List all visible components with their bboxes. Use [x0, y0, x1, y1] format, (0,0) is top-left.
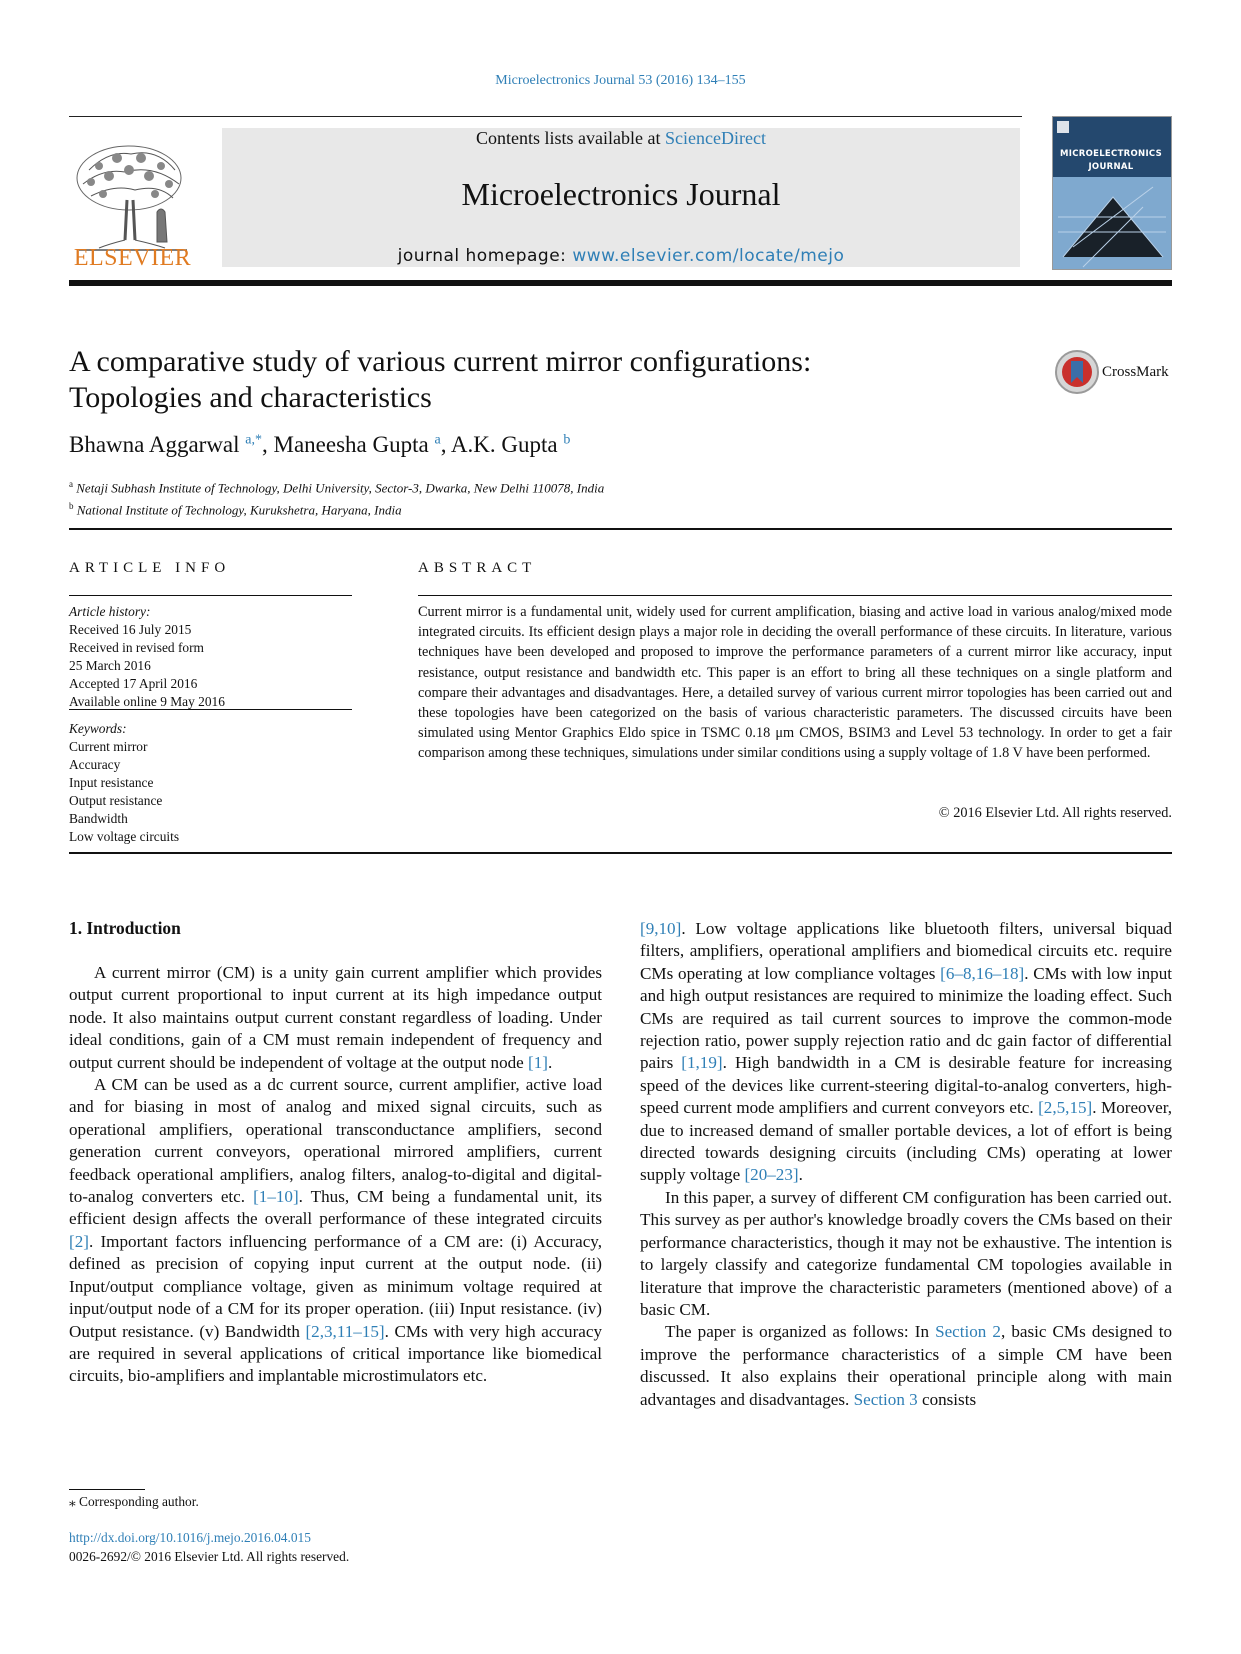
journal-citation[interactable]: Microelectronics Journal 53 (2016) 134–155	[495, 73, 746, 88]
paragraph	[69, 962, 602, 1074]
homepage-link[interactable]: www.elsevier.com/locate/mejo	[572, 246, 845, 266]
paragraph	[640, 1321, 1172, 1411]
abstract-heading: ABSTRACT	[418, 560, 537, 576]
affiliation-b	[69, 497, 604, 519]
keyword-item: Input resistance	[69, 775, 154, 790]
text-run: . High bandwidth in a CM is desirable feature for increasing speed of the devices like current-steering digital-to-analog converters, high-speed current mode amplifiers and current conveyors etc.	[640, 1053, 1172, 1118]
abstract-rule	[418, 595, 1172, 596]
crossmark-icon[interactable]	[1054, 349, 1100, 395]
abstract-copyright: © 2016 Elsevier Ltd. All rights reserved.	[938, 805, 1172, 821]
title-line2: Topologies and characteristics	[69, 381, 432, 414]
body-column-left	[69, 962, 602, 1388]
affil-mark: b	[69, 501, 74, 512]
article-info-heading: ARTICLE INFO	[69, 560, 231, 576]
citation-link[interactable]: [1]	[528, 1052, 548, 1072]
citation-link[interactable]: Section 3	[853, 1389, 918, 1409]
citation-link[interactable]: [2]	[69, 1231, 89, 1251]
article-history	[69, 603, 352, 711]
contents-prefix: Contents lists available at	[476, 128, 665, 148]
doi-link[interactable]: http://dx.doi.org/10.1016/j.mejo.2016.04.015	[69, 1530, 311, 1545]
text-run: A current mirror (CM) is a unity gain current amplifier which provides output current proportional to input current at its high impedance output node. It also maintains output current constant regardless of loading. Under ideal conditions, gain of a CM must remain independent of frequency and output current should be independent of voltage at the output node	[69, 963, 602, 1072]
abstract-text: Current mirror is a fundamental unit, widely used for current amplification, biasing and active load in various analog/mixed mode integrated circuits. Its efficient design plays a major role in deciding the overall performance of these circuits. In literature, various techniques have been developed and proposed to improve the performance parameters of a current mirror like accuracy, input resistance, output resistance and bandwidth etc. This paper is an effort to bring all these techniques on a single platform and compare their advantages and disadvantages. Here, a detailed survey of various current mirror topologies has been carried out and these topologies have been categorized on the basis of various characteristic parameters. The discussed circuits have been simulated using Mentor Graphics Eldo spice in TSMC 0.18 μm CMOS, BSIM3 and Level 53 technology. In order to get a fair comparison among these techniques, simulations under similar conditions using a supply voltage of 1.8 V have been performed.	[418, 604, 1172, 762]
cover-title	[1052, 148, 1170, 174]
body-column-right	[640, 918, 1172, 1411]
article-title	[69, 344, 969, 416]
history-line: 25 March 2016	[69, 658, 151, 673]
article-info-rule	[69, 595, 352, 596]
author-affil-mark[interactable]: a	[434, 432, 441, 448]
footnote-rule	[69, 1489, 145, 1490]
header-divider	[69, 116, 1022, 117]
affiliation-a	[69, 475, 604, 497]
text-run: . CMs with low input and high output resistances are required to minimize the loading effect. Such CMs are required as tail current sources to improve the common-mode rejection ratio, power supply rejection ratio and dc gain factor of differential pairs	[640, 963, 1173, 1073]
sciencedirect-link[interactable]: ScienceDirect	[665, 128, 766, 148]
section-heading-introduction: 1. Introduction	[69, 918, 181, 938]
text-run: A CM can be used as a dc current source, current amplifier, active load and for biasing in most of analog and mixed signal circuits, such as operational amplifiers, operational transconductance amplifiers, second generation current conveyors, operational mirrored amplifiers, current feedback operational amplifiers, analog filters, analog-to-digital and digital-to-analog converters etc.	[69, 1075, 602, 1207]
text-run: . CMs with very high accuracy are required in several applications of critical importance like biomedical circuits, bio-amplifiers and implantable microstimulators etc.	[69, 1321, 602, 1386]
affiliation-text: National Institute of Technology, Kurukshetra, Haryana, India	[76, 502, 402, 518]
history-line: Accepted 17 April 2016	[69, 676, 198, 691]
text-run: The paper is organized as follows: In	[665, 1322, 936, 1342]
author-name[interactable]: Bhawna Aggarwal	[69, 432, 240, 457]
paragraph	[640, 1187, 1172, 1321]
citation-link[interactable]: [2,5,15]	[1038, 1098, 1093, 1118]
author-name[interactable]: A.K. Gupta	[450, 432, 558, 457]
paragraph	[640, 918, 1172, 1187]
keywords-label: Keywords:	[69, 721, 127, 736]
text-run: . Thus, CM being a fundamental unit, its efficient design affects the overall performance of these integrated circuits	[69, 1187, 602, 1229]
text-run: .	[547, 1052, 553, 1072]
citation-link[interactable]: [2,3,11–15]	[305, 1321, 385, 1341]
journal-name: Microelectronics Journal	[461, 176, 781, 212]
cover-title-line2: JOURNAL	[1088, 162, 1134, 172]
issn-copyright: 0026-2692/© 2016 Elsevier Ltd. All rights reserved.	[69, 1549, 350, 1564]
text-run: .	[798, 1165, 803, 1185]
corresponding-author-note: ⁎ Corresponding author.	[69, 1494, 199, 1509]
text-run: In this paper, a survey of different CM configuration has been carried out. This survey as per author's knowledge broadly covers the CMs based on their performance characteristics, though it may not be exhaustive. The intention is to largely classify and categorize fundamental CM topologies available in literature that improve the characteristic parameters (mentioned above) of a basic CM.	[640, 1187, 1172, 1319]
keywords-rule	[69, 709, 352, 710]
keyword-item: Bandwidth	[69, 811, 128, 826]
keyword-item: Low voltage circuits	[69, 829, 180, 844]
elsevier-wordmark: ELSEVIER	[73, 245, 192, 271]
contents-line	[222, 128, 1020, 149]
crossmark-label[interactable]: CrossMark	[1102, 364, 1169, 380]
header-thick-rule	[69, 280, 1172, 286]
affiliations	[69, 475, 604, 520]
affil-mark: a	[69, 479, 73, 489]
author-affil-mark[interactable]: a,*	[245, 432, 263, 448]
citation-link[interactable]: Section 2	[935, 1322, 1001, 1342]
citation-link[interactable]: [1–10]	[253, 1187, 299, 1207]
citation-link[interactable]: [1,19]	[681, 1053, 723, 1073]
affiliation-text: Netaji Subhash Institute of Technology, Delhi University, Sector-3, Dwarka, New Delhi 110078, India	[76, 480, 605, 496]
title-line1: A comparative study of various current mirror configurations:	[69, 345, 812, 378]
author-list: Bhawna Aggarwal $^{a,*}$, Maneesha Gupta $^a$, A.K. Gupta $^b$	[69, 432, 571, 457]
keyword-item: Current mirror	[69, 739, 148, 754]
cover-title-line1: MICROELECTRONICS	[1059, 149, 1163, 159]
keyword-item: Output resistance	[69, 793, 163, 808]
citation-link[interactable]: [9,10]	[640, 919, 682, 938]
homepage-line	[222, 246, 1020, 266]
keywords-block	[69, 720, 352, 846]
paragraph	[69, 1074, 602, 1388]
cover-artwork	[1053, 117, 1171, 269]
text-run: consists	[917, 1389, 977, 1409]
history-line: Available online 9 May 2016	[69, 694, 225, 709]
journal-cover-thumbnail[interactable]	[1052, 116, 1172, 270]
text-run: . Low voltage applications like bluetooth filters, universal biquad filters, amplifiers, operational amplifiers and biomedical circuits etc. require CMs operating at low compliance voltages	[640, 919, 1172, 983]
keyword-item: Accuracy	[69, 757, 121, 772]
author-affil-mark[interactable]: b	[563, 432, 571, 448]
homepage-prefix: journal homepage:	[397, 246, 573, 266]
abstract-divider	[69, 852, 1172, 854]
citation-link[interactable]: [20–23]	[744, 1165, 799, 1185]
text-run: , basic CMs designed to improve the performance characteristics of a simple CM have been discussed. It also explains their operational principle along with main advantages and disadvantages.	[640, 1322, 1172, 1409]
text-run: . Moreover, due to increased demand of smaller portable devices, a lot of effort is being directed towards designing circuits (including CMs) operating at lower supply voltage	[640, 1098, 1172, 1185]
title-divider	[69, 528, 1172, 530]
history-line: Received 16 July 2015	[69, 622, 192, 637]
citation-link[interactable]: [6–8,16–18]	[940, 963, 1025, 983]
history-label: Article history:	[69, 604, 151, 619]
text-run: . Important factors influencing performance of a CM are: (i) Accuracy, defined as precision of copying input current at the output node. (ii) Input/output compliance voltage, given as minimum voltage required at input/output node of a CM for its proper operation. (iii) Input resistance. (iv) Output resistance. (v) Bandwidth	[69, 1231, 602, 1341]
author-name[interactable]: Maneesha Gupta	[273, 432, 429, 457]
history-line: Received in revised form	[69, 640, 204, 655]
